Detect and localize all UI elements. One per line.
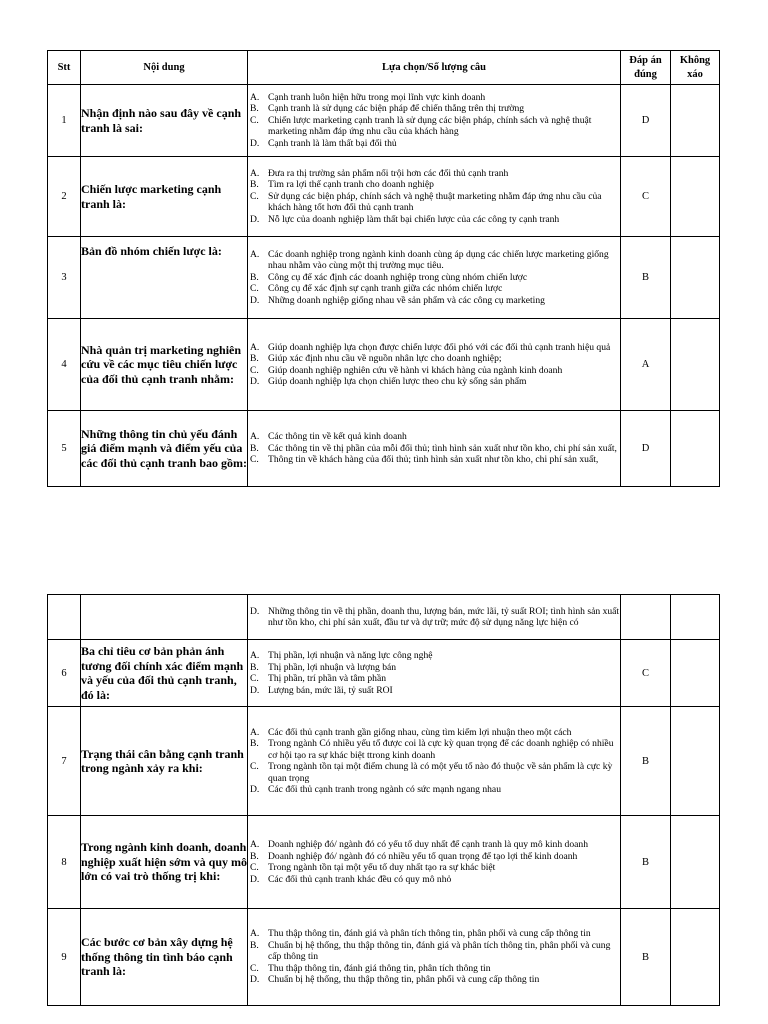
option-letter: B.	[250, 103, 259, 115]
option-letter: A.	[250, 839, 260, 850]
option-list	[248, 249, 620, 307]
option-letter: B.	[250, 442, 259, 454]
header-stt: Stt	[48, 51, 81, 85]
question-number: 9	[48, 909, 81, 1006]
khong-xao-cell	[671, 85, 720, 157]
option-letter: B.	[250, 850, 259, 862]
correct-answer: B	[621, 707, 671, 816]
option-item	[248, 365, 620, 377]
header-lua-chon: Lựa chọn/Số lượng câu	[248, 51, 621, 85]
question-number: 2	[48, 157, 81, 237]
option-item	[248, 214, 620, 226]
header-noi-dung: Nội dung	[81, 51, 248, 85]
option-letter: C.	[250, 673, 259, 684]
option-item	[248, 353, 620, 365]
option-letter: D.	[250, 605, 260, 617]
question-row	[48, 85, 720, 157]
option-item	[248, 851, 620, 863]
option-letter: B.	[250, 738, 259, 749]
option-text: Thị phần, lợi nhuận và năng lực công nghệ	[268, 650, 433, 661]
option-item	[248, 673, 620, 685]
question-number: 3	[48, 237, 81, 319]
option-letter: A.	[250, 248, 260, 260]
option-letter: B.	[250, 661, 259, 673]
option-item	[248, 431, 620, 443]
option-text: Giúp doanh nghiệp nghiên cứu về hành vi khách hàng của ngành kinh doanh	[268, 364, 563, 376]
header-dap-an: Đáp án đúng	[621, 51, 671, 85]
option-item	[248, 283, 620, 295]
question-row	[48, 816, 720, 909]
option-text: Các đối thủ cạnh tranh gần giống nhau, cùng tìm kiếm lợi nhuận theo một cách	[268, 726, 572, 738]
question-text: Ba chỉ tiêu cơ bản phản ánh tương đối chính xác điểm mạnh và yếu của đối thủ cạnh tranh, đó là:	[81, 640, 248, 707]
option-item	[248, 454, 620, 466]
option-text: Nỗ lực của doanh nghiệp làm thất bại chiến lược của các công ty cạnh tranh	[268, 213, 560, 225]
option-item	[248, 974, 620, 986]
option-letter: B.	[250, 179, 259, 191]
option-text: Những doanh nghiệp giống nhau về sản phẩm và các công cụ marketing	[268, 294, 545, 306]
table-header-row	[48, 51, 720, 85]
option-item	[248, 839, 620, 851]
option-letter: C.	[250, 962, 259, 974]
options-cell	[248, 85, 621, 157]
option-list	[248, 727, 620, 796]
option-letter: C.	[250, 454, 259, 466]
option-text: Thị phần, lợi nhuận và lượng bán	[268, 661, 397, 673]
options-cell	[248, 707, 621, 816]
question-number: 4	[48, 319, 81, 411]
option-text: Những thông tin về thị phần, doanh thu, lượng bán, mức lãi, tỷ suất ROI; tình hình sản xuất như tồn kho, chi phí sản xuất, đầu tư và dự trữ; mức độ sử dụng năng lực hiện có	[268, 605, 620, 628]
option-letter: D.	[250, 213, 260, 225]
option-text: Cạnh tranh là làm thất bại đối thủ	[268, 137, 397, 149]
options-cell	[248, 595, 621, 640]
options-cell	[248, 640, 621, 707]
khong-xao-cell	[671, 909, 720, 1006]
question-row	[48, 411, 720, 487]
option-letter: D.	[250, 873, 260, 885]
option-item	[248, 963, 620, 975]
question-text: Các bước cơ bản xây dựng hệ thống thông tin tình báo cạnh tranh là:	[81, 909, 248, 1006]
option-text: Công cụ để xác định sự cạnh tranh giữa các nhóm chiến lược	[268, 283, 503, 295]
option-list	[248, 839, 620, 885]
empty-question-cell	[81, 595, 248, 640]
option-item	[248, 727, 620, 739]
option-text: Thu thập thông tin, đánh giá và phân tích thông tin, phân phối và cung cấp thông tin	[268, 928, 591, 940]
options-cell	[248, 909, 621, 1006]
correct-answer: A	[621, 319, 671, 411]
khong-xao-cell	[671, 237, 720, 319]
option-text: Trong ngành Có nhiều yếu tố được coi là cực kỳ quan trọng để các doanh nghiệp có nhiều cơ hội tạo ra sự khác biệt ttrong kinh doanh	[268, 738, 614, 761]
option-letter: A.	[250, 650, 260, 661]
option-item	[248, 606, 620, 629]
question-table-page-2	[47, 594, 720, 1006]
question-table-page-1	[47, 50, 720, 487]
option-item	[248, 928, 620, 940]
question-row	[48, 237, 720, 319]
option-text: Doanh nghiệp đó/ ngành đó có nhiều yếu tố quan trọng để tạo lợi thế kinh doanh	[268, 850, 578, 862]
option-text: Tìm ra lợi thế cạnh tranh cho doanh nghiệp	[268, 179, 434, 191]
option-item	[248, 685, 620, 697]
option-item	[248, 138, 620, 150]
option-item	[248, 443, 620, 455]
option-text: Thông tin về khách hàng của đối thủ; tình hình sản xuất như tồn kho, chi phí sản xuất,	[268, 454, 599, 466]
option-text: Chiến lược marketing cạnh tranh là sử dụng các biện pháp, chính sách và nghệ thuật marketing nhằm đáp ứng nhu cầu của khách hàng	[268, 114, 592, 138]
option-letter: D.	[250, 684, 260, 696]
option-list	[248, 928, 620, 986]
options-cell	[248, 237, 621, 319]
option-letter: A.	[250, 928, 260, 940]
question-row	[48, 319, 720, 411]
correct-answer: D	[621, 411, 671, 487]
option-text: Giúp xác định nhu cầu về nguồn nhân lực cho doanh nghiệp;	[268, 353, 502, 364]
option-item	[248, 191, 620, 214]
option-letter: B.	[250, 353, 259, 364]
question-number: 1	[48, 85, 81, 157]
header-khong-xao: Không xáo	[671, 51, 720, 85]
khong-xao-cell	[671, 707, 720, 816]
question-text: Trong ngành kinh doanh, doanh nghiệp xuất hiện sớm và quy mô lớn có vai trò thống trị khi:	[81, 816, 248, 909]
option-item	[248, 940, 620, 963]
khong-xao-cell	[671, 319, 720, 411]
option-list	[248, 650, 620, 696]
option-letter: C.	[250, 364, 259, 376]
option-item	[248, 272, 620, 284]
option-text: Các đối thủ cạnh tranh khác đều có quy mô nhỏ	[268, 873, 452, 885]
option-item	[248, 179, 620, 191]
question-text: Những thông tin chủ yếu đánh giá điểm mạnh và điểm yếu của các đối thủ cạnh tranh bao gồm:	[81, 411, 248, 487]
option-text: Cạnh tranh luôn hiện hữu trong mọi lĩnh vực kinh doanh	[268, 91, 486, 103]
option-item	[248, 92, 620, 104]
question-number: 8	[48, 816, 81, 909]
option-letter: A.	[250, 91, 260, 103]
option-text: Công cụ để xác định các doanh nghiệp trong cùng nhóm chiến lược	[268, 271, 528, 283]
option-letter: C.	[250, 190, 259, 202]
khong-xao-cell	[671, 595, 720, 640]
correct-answer: B	[621, 909, 671, 1006]
option-text: Các thông tin về thị phần của mỗi đối thủ; tình hình sản xuất như tồn kho, chi phí sản xuất,	[268, 442, 617, 454]
option-letter: D.	[250, 137, 260, 149]
option-item	[248, 103, 620, 115]
correct-answer: C	[621, 157, 671, 237]
option-text: Sử dụng các biện pháp, chính sách và nghệ thuật marketing nhằm đáp ứng nhu cầu của khách hàng tốt hơn đối thủ cạnh tranh	[268, 190, 602, 214]
option-item	[248, 662, 620, 674]
correct-answer: B	[621, 237, 671, 319]
option-letter: D.	[250, 294, 260, 306]
option-text: Thu thập thông tin, đánh giá thông tin, phân tích thông tin	[268, 962, 491, 974]
option-letter: B.	[250, 939, 259, 951]
option-item	[248, 249, 620, 272]
khong-xao-cell	[671, 640, 720, 707]
option-letter: D.	[250, 376, 260, 387]
option-text: Chuẩn bị hệ thống, thu thập thông tin, đánh giá và phân tích thông tin, phân phối và cung cấp thông tin	[268, 939, 611, 963]
option-letter: A.	[250, 341, 260, 353]
khong-xao-cell	[671, 157, 720, 237]
option-item	[248, 115, 620, 138]
option-text: Thị phần, trí phần và tâm phần	[268, 673, 387, 684]
option-text: Các doanh nghiệp trong ngành kinh doanh cùng áp dụng các chiến lược marketing giống nhau nhằm vào cùng một thị trường mục tiêu.	[268, 248, 609, 272]
question-text: Nhà quản trị marketing nghiên cứu về các mục tiêu chiến lược của đối thủ cạnh tranh nhằm:	[81, 319, 248, 411]
option-list	[248, 431, 620, 466]
correct-answer: B	[621, 816, 671, 909]
option-letter: C.	[250, 283, 259, 295]
option-item	[248, 295, 620, 307]
options-cell	[248, 411, 621, 487]
option-letter: C.	[250, 114, 259, 126]
option-item	[248, 342, 620, 354]
option-letter: A.	[250, 431, 260, 443]
question-text: Bản đồ nhóm chiến lược là:	[81, 237, 248, 319]
question-row	[48, 157, 720, 237]
options-cell	[248, 816, 621, 909]
option-item	[248, 862, 620, 874]
option-list	[248, 92, 620, 150]
option-letter: D.	[250, 974, 260, 986]
option-letter: C.	[250, 761, 259, 772]
correct-answer: C	[621, 640, 671, 707]
question-row	[48, 909, 720, 1006]
option-item	[248, 650, 620, 662]
question-number: 7	[48, 707, 81, 816]
option-text: Các đối thủ cạnh tranh trong ngành có sức mạnh ngang nhau	[268, 784, 501, 795]
option-text: Chuẩn bị hệ thống, thu thập thông tin, phân phối và cung cấp thông tin	[268, 974, 540, 986]
question-row	[48, 640, 720, 707]
khong-xao-cell	[671, 411, 720, 487]
question-text: Chiến lược marketing cạnh tranh là:	[81, 157, 248, 237]
empty-answer-cell	[621, 595, 671, 640]
option-list	[248, 342, 620, 388]
option-list	[248, 606, 620, 629]
option-item	[248, 376, 620, 388]
option-text: Lượng bán, mức lãi, tỷ suất ROI	[268, 684, 393, 696]
options-cell	[248, 319, 621, 411]
option-text: Cạnh tranh là sử dụng các biện pháp để chiến thắng trên thị trường	[268, 103, 525, 115]
empty-stt-cell	[48, 595, 81, 640]
question-row	[48, 707, 720, 816]
question-text: Nhận định nào sau đây về cạnh tranh là sai:	[81, 85, 248, 157]
option-text: Trong ngành tồn tại một yếu tố duy nhất tạo ra sự khác biệt	[268, 862, 496, 873]
option-letter: C.	[250, 862, 259, 873]
correct-answer: D	[621, 85, 671, 157]
option-text: Doanh nghiệp đó/ ngành đó có yếu tố duy nhất để cạnh tranh là quy mô kinh doanh	[268, 839, 588, 850]
option-letter: A.	[250, 167, 260, 179]
option-item	[248, 784, 620, 796]
option-list	[248, 168, 620, 226]
option-item	[248, 874, 620, 886]
question-number: 5	[48, 411, 81, 487]
option-text: Giúp doanh nghiệp lựa chọn được chiến lược đối phó với các đối thủ cạnh tranh hiệu quả	[268, 341, 611, 353]
khong-xao-cell	[671, 816, 720, 909]
option-text: Các thông tin về kết quả kinh doanh	[268, 431, 407, 443]
question-number: 6	[48, 640, 81, 707]
option-text: Giúp doanh nghiệp lựa chọn chiến lược theo chu kỳ sống sản phẩm	[268, 376, 527, 387]
options-cell	[248, 157, 621, 237]
continuation-row	[48, 595, 720, 640]
option-letter: A.	[250, 726, 260, 738]
question-text: Trạng thái cân bằng cạnh tranh trong ngành xảy ra khi:	[81, 707, 248, 816]
option-text: Trong ngành tồn tại một điểm chung là có một yếu tố nào đó thuộc về sản phẩm là cực kỳ quan trọng	[268, 761, 613, 784]
option-letter: D.	[250, 784, 260, 795]
option-item	[248, 738, 620, 761]
option-letter: B.	[250, 271, 259, 283]
option-text: Đưa ra thị trường sản phẩm nổi trội hơn các đối thủ cạnh tranh	[268, 167, 509, 179]
option-item	[248, 761, 620, 784]
option-item	[248, 168, 620, 180]
